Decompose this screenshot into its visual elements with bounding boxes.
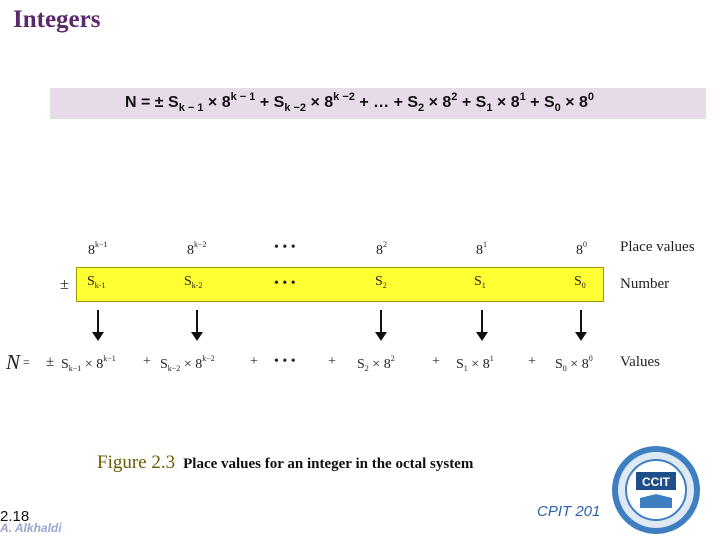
- formula-sup: 1: [519, 91, 526, 103]
- values-pm: ±: [46, 354, 55, 370]
- number-label: Number: [620, 276, 670, 292]
- values-term: $S_0 \times 8^0$: [555, 354, 593, 373]
- formula-eq: = ±: [136, 94, 169, 111]
- formula-times: × 8: [424, 94, 452, 111]
- place-value-cell: $8^{k-1}$: [88, 240, 108, 258]
- sign-symbol: ±: [60, 276, 69, 293]
- down-arrow-icon: [380, 310, 382, 334]
- formula-times: × 8: [492, 94, 520, 111]
- down-arrow-icon: [580, 310, 582, 334]
- formula-sup: 2: [451, 91, 458, 103]
- place-value-cell: $8^{k-2}$: [187, 240, 207, 258]
- values-term: $S_1 \times 8^1$: [456, 354, 494, 373]
- slide-title: Integers: [13, 6, 101, 33]
- formula-sub: k − 1: [178, 102, 204, 114]
- figure-number: Figure 2.3: [97, 452, 176, 473]
- values-term: $S_{k-2} \times 8^{k-2}$: [160, 354, 215, 373]
- values-plus: +: [528, 354, 536, 369]
- values-term: $S_2 \times 8^2$: [357, 354, 395, 373]
- number-band: [76, 267, 604, 302]
- formula-n: N: [125, 94, 137, 111]
- formula-sup: k − 1: [230, 91, 256, 103]
- formula-plus: + S: [457, 94, 487, 111]
- formula-times: × 8: [306, 94, 334, 111]
- formula-sup: 0: [587, 91, 595, 103]
- down-arrow-icon: [97, 310, 99, 334]
- place-value-cell: $8^2$: [376, 240, 387, 258]
- digit-cell: $S_1$: [474, 274, 486, 290]
- formula-sub: 2: [418, 102, 425, 114]
- place-value-cell: $8^0$: [576, 240, 587, 258]
- formula-plus: + S: [255, 94, 285, 111]
- figure-caption: [97, 452, 473, 474]
- formula-sub: 1: [486, 102, 493, 114]
- values-plus: +: [328, 354, 336, 369]
- values-plus: +: [250, 354, 258, 369]
- university-seal-icon: [610, 444, 702, 536]
- digit-cell: $S_{k-1}$: [87, 274, 106, 290]
- course-code: CPIT 201: [537, 503, 601, 520]
- values-label: Values: [620, 354, 660, 370]
- digit-cell: $S_2$: [375, 274, 387, 290]
- figure-caption-text: Place values for an integer in the octal system: [183, 456, 474, 472]
- formula-mid: + … + S: [354, 94, 419, 111]
- values-n: N: [6, 350, 21, 374]
- values-eq: =: [23, 355, 30, 369]
- author-name: A. Alkhaldi: [0, 521, 62, 535]
- values-plus: +: [432, 354, 440, 369]
- digit-cell: $S_0$: [574, 274, 586, 290]
- values-ellipsis: • • •: [274, 354, 296, 369]
- digit-cell: $S_{k-2}$: [184, 274, 203, 290]
- formula-s: S: [168, 94, 179, 111]
- place-value-cell: $8^1$: [476, 240, 487, 258]
- formula-sub: 0: [554, 102, 561, 114]
- down-arrow-icon: [196, 310, 198, 334]
- place-values-label: Place values: [620, 239, 695, 255]
- logo-label: CCIT: [642, 475, 670, 489]
- digit-ellipsis: • • •: [274, 276, 296, 291]
- down-arrow-icon: [481, 310, 483, 334]
- formula-plus: + S: [525, 94, 555, 111]
- formula-sub: k −2: [284, 102, 307, 114]
- values-term: $S_{k-1} \times 8^{k-1}$: [61, 354, 116, 373]
- page-number: 2.18: [0, 508, 30, 525]
- formula-times: × 8: [560, 94, 588, 111]
- values-plus: +: [143, 354, 151, 369]
- octal-integer-formula: [125, 91, 594, 114]
- place-value-ellipsis: • • •: [274, 240, 296, 255]
- formula-times: × 8: [203, 94, 231, 111]
- formula-sup: k −2: [333, 91, 355, 103]
